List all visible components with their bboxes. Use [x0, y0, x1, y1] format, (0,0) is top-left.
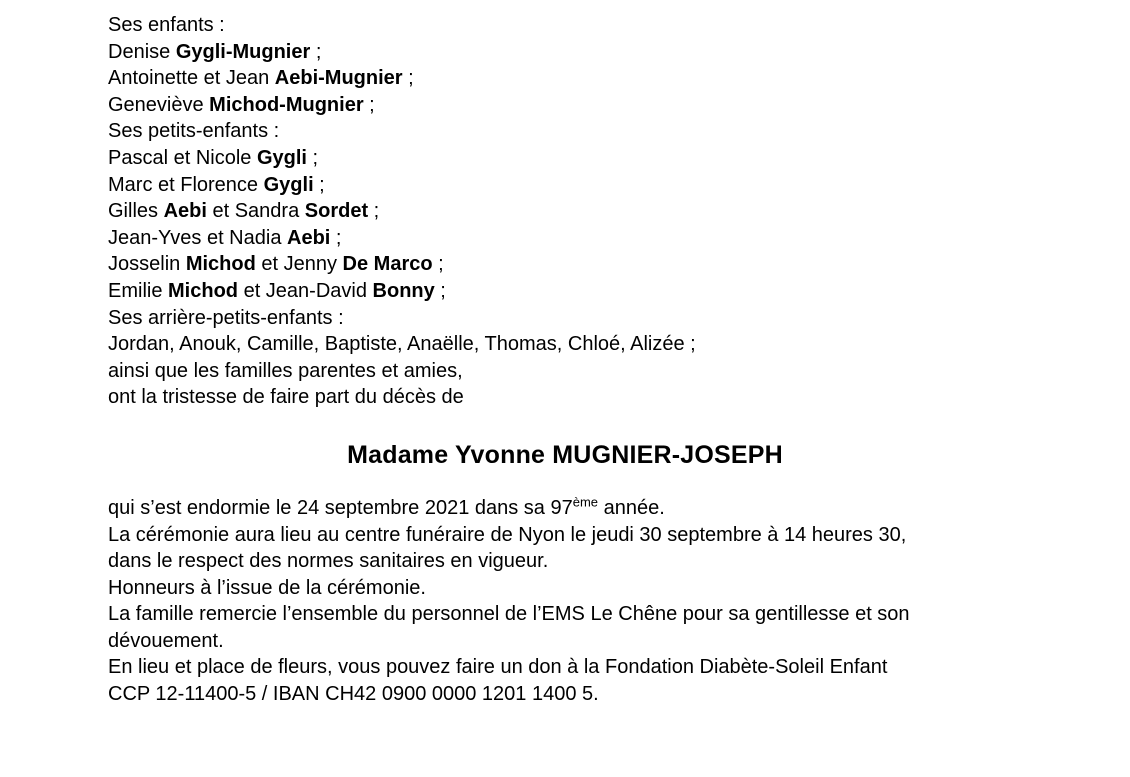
- text-line: ont la tristesse de faire part du décès de: [108, 386, 464, 409]
- family-list: [108, 12, 1130, 411]
- text-line: CCP 12-11400-5 / IBAN CH42 0900 0000 1201 1400 5.: [108, 683, 599, 706]
- ceremony-details: [108, 495, 1130, 708]
- text-line: ainsi que les familles parentes et amies,: [108, 359, 463, 382]
- text-line: Emilie Michod et Jean-David Bonny ;: [108, 279, 446, 302]
- text-line: dans le respect des normes sanitaires en vigueur.: [108, 550, 549, 573]
- text-line: La cérémonie aura lieu au centre funéraire de Nyon le jeudi 30 septembre à 14 heures 30,: [108, 523, 907, 546]
- text-line: Antoinette et Jean Aebi-Mugnier ;: [108, 67, 414, 90]
- text-line: Josselin Michod et Jenny De Marco ;: [108, 253, 444, 276]
- text-line: qui s’est endormie le 24 septembre 2021 dans sa 97ème année.: [108, 494, 665, 519]
- text-line: Ses petits-enfants :: [108, 120, 280, 143]
- text-line: Honneurs à l’issue de la cérémonie.: [108, 576, 426, 599]
- text-line: La famille remercie l’ensemble du personnel de l’EMS Le Chêne pour sa gentillesse et son: [108, 603, 910, 626]
- text-line: Gilles Aebi et Sandra Sordet ;: [108, 200, 380, 223]
- text-line: Denise Gygli-Mugnier ;: [108, 40, 322, 63]
- text-line: Geneviève Michod-Mugnier ;: [108, 93, 375, 116]
- text-line: Pascal et Nicole Gygli ;: [108, 146, 319, 169]
- text-line: En lieu et place de fleurs, vous pouvez faire un don à la Fondation Diabète-Soleil Enfant: [108, 656, 888, 679]
- deceased-name-title: Madame Yvonne MUGNIER-JOSEPH: [347, 440, 783, 469]
- text-line: dévouement.: [108, 629, 224, 652]
- text-line: Ses enfants :: [108, 14, 225, 36]
- text-line: Jean-Yves et Nadia Aebi ;: [108, 226, 342, 249]
- text-line: Jordan, Anouk, Camille, Baptiste, Anaëlle, Thomas, Chloé, Alizée ;: [108, 333, 696, 356]
- text-line: Ses arrière-petits-enfants :: [108, 306, 344, 329]
- text-line: Marc et Florence Gygli ;: [108, 173, 325, 196]
